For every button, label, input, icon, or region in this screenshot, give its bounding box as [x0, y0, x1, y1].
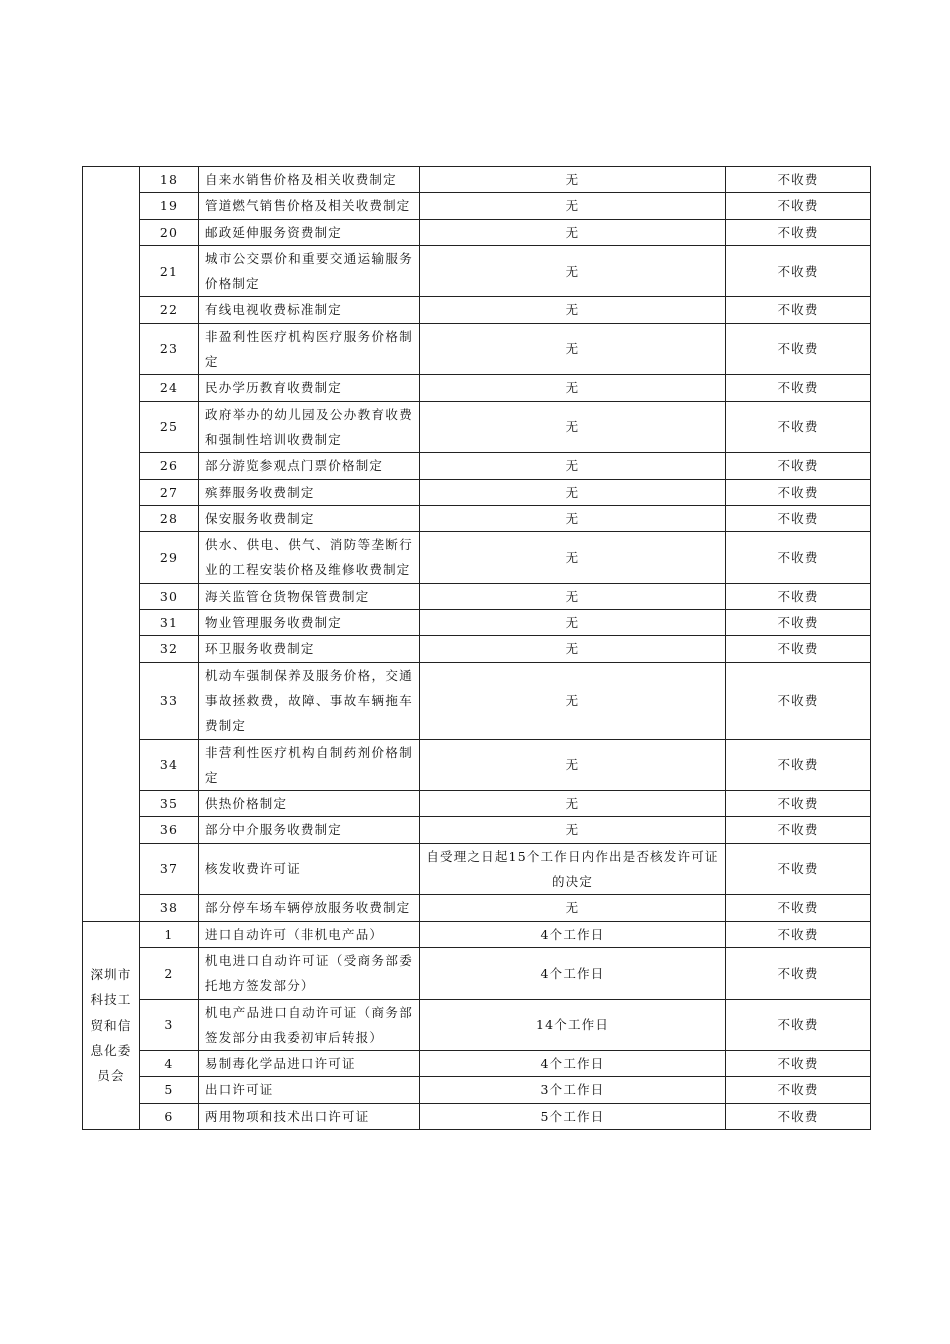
row-number: 20: [140, 219, 199, 245]
item-name: 进口自动许可（非机电产品）: [199, 921, 420, 947]
item-name: 部分中介服务收费制定: [199, 817, 420, 843]
fee-status: 不收费: [726, 947, 871, 999]
row-number: 22: [140, 297, 199, 323]
processing-time: 自受理之日起15个工作日内作出是否核发许可证的决定: [420, 843, 726, 895]
table-row: [83, 375, 871, 401]
fee-status: 不收费: [726, 245, 871, 297]
row-number: 31: [140, 610, 199, 636]
item-name: 民办学历教育收费制定: [199, 375, 420, 401]
processing-time: 无: [420, 193, 726, 219]
processing-time: 无: [420, 219, 726, 245]
table-row: [83, 739, 871, 791]
fee-status: 不收费: [726, 1077, 871, 1103]
table-row: [83, 1103, 871, 1129]
table-row: [83, 791, 871, 817]
row-number: 19: [140, 193, 199, 219]
department-cell: 深圳市科技工贸和信息化委员会: [83, 921, 140, 1129]
table-row: [83, 479, 871, 505]
fee-status: 不收费: [726, 636, 871, 662]
item-name: 非营利性医疗机构自制药剂价格制定: [199, 739, 420, 791]
fee-table: [82, 166, 871, 1130]
processing-time: 4个工作日: [420, 947, 726, 999]
fee-status: 不收费: [726, 791, 871, 817]
processing-time: 无: [420, 636, 726, 662]
item-name: 机动车强制保养及服务价格，交通事故拯救费，故障、事故车辆拖车费制定: [199, 662, 420, 739]
item-name: 供热价格制定: [199, 791, 420, 817]
fee-status: 不收费: [726, 297, 871, 323]
processing-time: 3个工作日: [420, 1077, 726, 1103]
table-row: [83, 895, 871, 921]
item-name: 保安服务收费制定: [199, 505, 420, 531]
row-number: 30: [140, 583, 199, 609]
department-cell: [83, 167, 140, 922]
processing-time: 14个工作日: [420, 999, 726, 1051]
row-number: 5: [140, 1077, 199, 1103]
row-number: 26: [140, 453, 199, 479]
fee-status: 不收费: [726, 1051, 871, 1077]
fee-status: 不收费: [726, 895, 871, 921]
item-name: 供水、供电、供气、消防等垄断行业的工程安装价格及维修收费制定: [199, 532, 420, 584]
row-number: 37: [140, 843, 199, 895]
processing-time: 无: [420, 245, 726, 297]
fee-status: 不收费: [726, 532, 871, 584]
fee-status: 不收费: [726, 219, 871, 245]
item-name: 非盈利性医疗机构医疗服务价格制定: [199, 323, 420, 375]
row-number: 35: [140, 791, 199, 817]
table-row: [83, 921, 871, 947]
table-row: [83, 401, 871, 453]
item-name: 有线电视收费标准制定: [199, 297, 420, 323]
fee-status: 不收费: [726, 999, 871, 1051]
item-name: 出口许可证: [199, 1077, 420, 1103]
item-name: 海关监管仓货物保管费制定: [199, 583, 420, 609]
row-number: 4: [140, 1051, 199, 1077]
table-row: [83, 817, 871, 843]
item-name: 殡葬服务收费制定: [199, 479, 420, 505]
row-number: 6: [140, 1103, 199, 1129]
processing-time: 无: [420, 739, 726, 791]
item-name: 自来水销售价格及相关收费制定: [199, 167, 420, 193]
row-number: 27: [140, 479, 199, 505]
fee-status: 不收费: [726, 323, 871, 375]
processing-time: 无: [420, 662, 726, 739]
table-row: [83, 999, 871, 1051]
row-number: 18: [140, 167, 199, 193]
processing-time: 无: [420, 297, 726, 323]
processing-time: 无: [420, 610, 726, 636]
fee-status: 不收费: [726, 193, 871, 219]
item-name: 物业管理服务收费制定: [199, 610, 420, 636]
item-name: 部分游览参观点门票价格制定: [199, 453, 420, 479]
row-number: 29: [140, 532, 199, 584]
fee-status: 不收费: [726, 505, 871, 531]
row-number: 28: [140, 505, 199, 531]
processing-time: 4个工作日: [420, 921, 726, 947]
table-row: [83, 843, 871, 895]
row-number: 23: [140, 323, 199, 375]
item-name: 机电产品进口自动许可证（商务部签发部分由我委初审后转报）: [199, 999, 420, 1051]
table-row: [83, 947, 871, 999]
processing-time: 无: [420, 323, 726, 375]
fee-status: 不收费: [726, 375, 871, 401]
row-number: 34: [140, 739, 199, 791]
table-row: [83, 453, 871, 479]
row-number: 2: [140, 947, 199, 999]
processing-time: 5个工作日: [420, 1103, 726, 1129]
item-name: 易制毒化学品进口许可证: [199, 1051, 420, 1077]
fee-status: 不收费: [726, 583, 871, 609]
item-name: 两用物项和技术出口许可证: [199, 1103, 420, 1129]
table-row: [83, 505, 871, 531]
table-row: [83, 193, 871, 219]
item-name: 机电进口自动许可证（受商务部委托地方签发部分）: [199, 947, 420, 999]
row-number: 25: [140, 401, 199, 453]
fee-status: 不收费: [726, 662, 871, 739]
fee-status: 不收费: [726, 1103, 871, 1129]
row-number: 32: [140, 636, 199, 662]
fee-table-body: [83, 167, 871, 1130]
row-number: 38: [140, 895, 199, 921]
fee-status: 不收费: [726, 167, 871, 193]
table-row: [83, 323, 871, 375]
table-row: [83, 1077, 871, 1103]
processing-time: 无: [420, 791, 726, 817]
fee-status: 不收费: [726, 817, 871, 843]
row-number: 3: [140, 999, 199, 1051]
row-number: 33: [140, 662, 199, 739]
fee-status: 不收费: [726, 739, 871, 791]
table-row: [83, 662, 871, 739]
table-row: [83, 245, 871, 297]
fee-status: 不收费: [726, 453, 871, 479]
table-row: [83, 1051, 871, 1077]
processing-time: 无: [420, 532, 726, 584]
processing-time: 无: [420, 583, 726, 609]
processing-time: 无: [420, 401, 726, 453]
row-number: 1: [140, 921, 199, 947]
item-name: 城市公交票价和重要交通运输服务价格制定: [199, 245, 420, 297]
table-row: [83, 532, 871, 584]
processing-time: 无: [420, 167, 726, 193]
fee-status: 不收费: [726, 610, 871, 636]
item-name: 政府举办的幼儿园及公办教育收费和强制性培训收费制定: [199, 401, 420, 453]
processing-time: 无: [420, 479, 726, 505]
processing-time: 无: [420, 375, 726, 401]
item-name: 环卫服务收费制定: [199, 636, 420, 662]
row-number: 21: [140, 245, 199, 297]
item-name: 部分停车场车辆停放服务收费制定: [199, 895, 420, 921]
table-row: [83, 610, 871, 636]
processing-time: 无: [420, 505, 726, 531]
processing-time: 无: [420, 453, 726, 479]
fee-status: 不收费: [726, 479, 871, 505]
table-row: [83, 583, 871, 609]
item-name: 核发收费许可证: [199, 843, 420, 895]
row-number: 24: [140, 375, 199, 401]
fee-status: 不收费: [726, 401, 871, 453]
row-number: 36: [140, 817, 199, 843]
processing-time: 无: [420, 895, 726, 921]
table-row: [83, 297, 871, 323]
processing-time: 无: [420, 817, 726, 843]
table-row: [83, 167, 871, 193]
item-name: 管道燃气销售价格及相关收费制定: [199, 193, 420, 219]
processing-time: 4个工作日: [420, 1051, 726, 1077]
table-row: [83, 219, 871, 245]
fee-status: 不收费: [726, 843, 871, 895]
item-name: 邮政延伸服务资费制定: [199, 219, 420, 245]
table-row: [83, 636, 871, 662]
fee-status: 不收费: [726, 921, 871, 947]
